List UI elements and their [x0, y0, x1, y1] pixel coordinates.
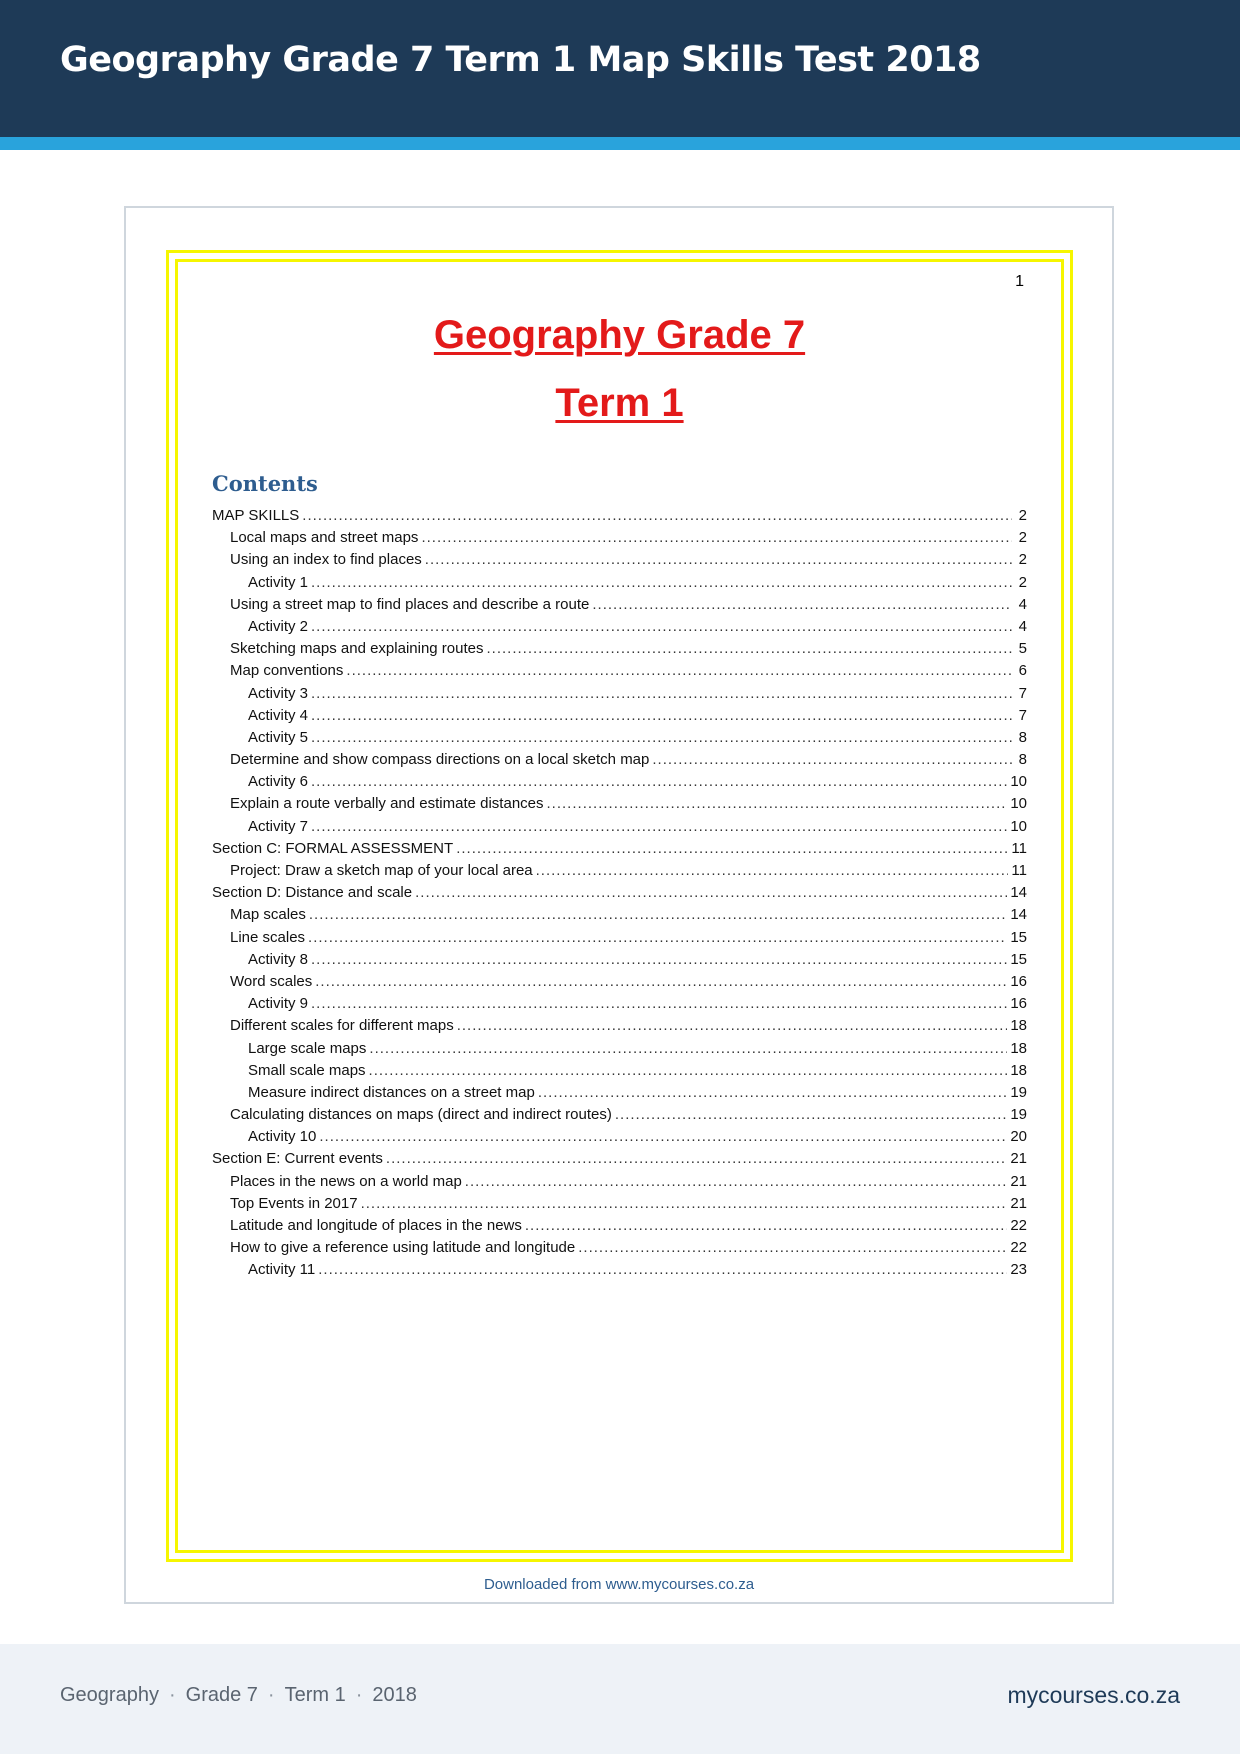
table-of-contents	[212, 507, 1027, 1284]
toc-dot-leader	[361, 1195, 1008, 1212]
toc-dot-leader	[346, 662, 1012, 679]
toc-entry	[212, 1084, 1027, 1106]
toc-entry-label: Places in the news on a world map	[230, 1172, 462, 1190]
toc-entry-label: Section D: Distance and scale	[212, 884, 413, 902]
toc-entry	[212, 951, 1027, 973]
toc-entry-label: Activity 10	[248, 1128, 317, 1146]
toc-entry-label: Different scales for different maps	[230, 1017, 454, 1035]
toc-dot-leader	[615, 1106, 1007, 1123]
toc-entry	[212, 707, 1027, 729]
toc-entry-label: Activity 9	[248, 995, 309, 1013]
toc-entry	[212, 729, 1027, 751]
toc-entry	[212, 906, 1027, 928]
toc-entry	[212, 507, 1027, 529]
toc-entry-label: Determine and show compass directions on a local sketch map	[230, 751, 650, 769]
toc-entry	[212, 1173, 1027, 1195]
toc-entry	[212, 1150, 1027, 1172]
breadcrumb-separator: ·	[267, 1684, 275, 1706]
toc-entry	[212, 551, 1027, 573]
toc-entry	[212, 529, 1027, 551]
toc-dot-leader	[311, 707, 1012, 724]
toc-entry-label: Using an index to find places	[230, 551, 422, 569]
toc-entry-label: Activity 3	[248, 684, 309, 702]
toc-dot-leader	[318, 1261, 1007, 1278]
toc-dot-leader	[415, 884, 1007, 901]
toc-dot-leader	[311, 574, 1012, 591]
toc-entry	[212, 685, 1027, 707]
toc-entry-page: 2	[1018, 573, 1027, 591]
toc-dot-leader	[369, 1062, 1008, 1079]
toc-entry-page: 10	[1010, 773, 1027, 791]
breadcrumb	[60, 1684, 417, 1707]
toc-entry-label: Activity 5	[248, 728, 309, 746]
toc-entry-page: 21	[1010, 1194, 1027, 1212]
toc-entry	[212, 1239, 1027, 1261]
toc-entry-page: 10	[1010, 795, 1027, 813]
toc-entry-label: Section C: FORMAL ASSESSMENT	[212, 839, 454, 857]
toc-dot-leader	[386, 1150, 1007, 1167]
page-border	[166, 250, 1073, 1562]
toc-entry-page: 8	[1018, 728, 1027, 746]
toc-entry-label: Project: Draw a sketch map of your local area	[230, 862, 533, 879]
toc-dot-leader	[538, 1084, 1008, 1101]
toc-entry-label: How to give a reference using latitude and longitude	[230, 1239, 576, 1257]
toc-entry	[212, 773, 1027, 795]
toc-entry-page: 19	[1010, 1106, 1027, 1124]
toc-dot-leader	[421, 529, 1012, 546]
breadcrumb-item: Geography	[60, 1684, 159, 1706]
toc-entry-page: 11	[1011, 839, 1027, 857]
toc-entry-page: 22	[1010, 1239, 1027, 1257]
toc-entry-page: 18	[1010, 1039, 1027, 1057]
toc-dot-leader	[487, 640, 1013, 657]
toc-entry	[212, 818, 1027, 840]
toc-entry-page: 4	[1018, 617, 1027, 635]
toc-dot-leader	[578, 1239, 1007, 1256]
toc-entry-page: 11	[1011, 862, 1027, 879]
toc-entry	[212, 884, 1027, 906]
toc-entry-page: 5	[1018, 640, 1027, 658]
toc-entry-page: 20	[1010, 1128, 1027, 1146]
toc-entry	[212, 840, 1027, 862]
toc-dot-leader	[369, 1040, 1007, 1057]
toc-entry-label: Measure indirect distances on a street map	[248, 1083, 535, 1101]
toc-entry	[212, 640, 1027, 662]
toc-entry-label: Activity 6	[248, 773, 309, 791]
site-name: mycourses.co.za	[1007, 1682, 1180, 1708]
toc-dot-leader	[425, 551, 1012, 568]
toc-dot-leader	[652, 751, 1012, 768]
toc-entry-label: Activity 8	[248, 950, 309, 968]
toc-entry	[212, 1106, 1027, 1128]
toc-entry-label: Explain a route verbally and estimate distances	[230, 795, 544, 813]
breadcrumb-separator: ·	[355, 1684, 363, 1706]
toc-entry-page: 2	[1018, 551, 1027, 569]
contents-heading: Contents	[212, 471, 318, 496]
toc-entry-page: 21	[1010, 1172, 1027, 1190]
toc-entry-page: 4	[1018, 595, 1027, 613]
toc-entry-page: 18	[1010, 1061, 1027, 1079]
toc-entry-label: Small scale maps	[248, 1061, 366, 1079]
document-subtitle: Term 1	[555, 381, 684, 425]
toc-entry	[212, 1261, 1027, 1283]
toc-entry-page: 16	[1010, 995, 1027, 1013]
toc-dot-leader	[525, 1217, 1007, 1234]
toc-entry-page: 21	[1010, 1150, 1027, 1168]
header-accent-bar	[0, 137, 1240, 150]
toc-dot-leader	[311, 729, 1012, 746]
toc-entry-label: Section E: Current events	[212, 1150, 383, 1168]
toc-entry	[212, 574, 1027, 596]
toc-entry-page: 7	[1018, 706, 1027, 724]
toc-dot-leader	[311, 951, 1007, 968]
toc-entry-label: Activity 11	[248, 1261, 316, 1279]
toc-entry-label: Activity 2	[248, 617, 309, 635]
toc-dot-leader	[457, 1017, 1008, 1034]
toc-dot-leader	[308, 929, 1007, 946]
toc-dot-leader	[311, 995, 1007, 1012]
toc-entry-label: Calculating distances on maps (direct and indirect routes)	[230, 1106, 612, 1124]
toc-entry-page: 7	[1018, 684, 1027, 702]
toc-entry-label: Local maps and street maps	[230, 529, 419, 547]
toc-entry-label: Map conventions	[230, 662, 344, 680]
toc-dot-leader	[311, 818, 1007, 835]
toc-entry	[212, 795, 1027, 817]
toc-entry	[212, 1217, 1027, 1239]
toc-entry-page: 16	[1010, 972, 1027, 990]
toc-entry-page: 2	[1018, 529, 1027, 547]
toc-dot-leader	[456, 840, 1008, 857]
breadcrumb-item: 2018	[372, 1684, 417, 1706]
toc-dot-leader	[465, 1173, 1008, 1190]
toc-entry-label: Word scales	[230, 972, 313, 990]
toc-entry-page: 15	[1010, 950, 1027, 968]
toc-entry-page: 22	[1010, 1217, 1027, 1234]
toc-dot-leader	[536, 862, 1009, 879]
toc-entry	[212, 929, 1027, 951]
toc-entry-label: MAP SKILLS	[212, 507, 300, 524]
toc-entry	[212, 596, 1027, 618]
toc-entry-label: Latitude and longitude of places in the news	[230, 1217, 522, 1234]
toc-entry	[212, 973, 1027, 995]
toc-entry-label: Map scales	[230, 906, 306, 924]
toc-entry-page: 19	[1010, 1083, 1027, 1101]
breadcrumb-item: Grade 7	[185, 1684, 258, 1706]
toc-entry-label: Activity 4	[248, 706, 309, 724]
toc-entry-page: 14	[1010, 884, 1027, 902]
toc-entry-page: 2	[1018, 507, 1027, 524]
toc-entry-label: Large scale maps	[248, 1039, 367, 1057]
toc-entry-label: Using a street map to find places and describe a route	[230, 595, 590, 613]
toc-dot-leader	[547, 795, 1008, 812]
toc-entry-page: 8	[1018, 751, 1027, 769]
page-header	[0, 0, 1240, 150]
page-footer	[0, 1644, 1240, 1754]
toc-entry-label: Activity 7	[248, 817, 309, 835]
toc-entry	[212, 1062, 1027, 1084]
breadcrumb-item: Term 1	[284, 1684, 346, 1706]
page-number: 1	[1015, 273, 1024, 290]
toc-entry-label: Top Events in 2017	[230, 1194, 358, 1212]
toc-entry	[212, 618, 1027, 640]
toc-dot-leader	[309, 906, 1007, 923]
toc-entry	[212, 1128, 1027, 1150]
toc-dot-leader	[315, 973, 1007, 990]
toc-dot-leader	[302, 507, 1012, 524]
breadcrumb-separator: ·	[168, 1684, 176, 1706]
toc-entry-label: Line scales	[230, 928, 306, 946]
toc-entry-page: 15	[1010, 928, 1027, 946]
toc-dot-leader	[311, 685, 1012, 702]
toc-entry	[212, 1040, 1027, 1062]
toc-entry-label: Sketching maps and explaining routes	[230, 640, 484, 658]
toc-dot-leader	[592, 596, 1012, 613]
download-note: Downloaded from www.mycourses.co.za	[483, 1576, 755, 1593]
document-preview	[124, 206, 1114, 1604]
toc-entry	[212, 995, 1027, 1017]
toc-entry	[212, 1017, 1027, 1039]
toc-entry	[212, 751, 1027, 773]
toc-entry-label: Activity 1	[248, 573, 309, 591]
toc-entry-page: 6	[1018, 662, 1027, 680]
document-title: Geography Grade 7	[433, 313, 806, 357]
toc-entry	[212, 1195, 1027, 1217]
toc-dot-leader	[319, 1128, 1007, 1145]
toc-dot-leader	[311, 618, 1012, 635]
toc-entry-page: 23	[1010, 1261, 1027, 1279]
toc-entry	[212, 862, 1027, 884]
toc-entry-page: 18	[1010, 1017, 1027, 1035]
page-title: Geography Grade 7 Term 1 Map Skills Test 2018	[60, 40, 981, 80]
toc-dot-leader	[311, 773, 1007, 790]
toc-entry-page: 14	[1010, 906, 1027, 924]
toc-entry	[212, 662, 1027, 684]
toc-entry-page: 10	[1010, 817, 1027, 835]
